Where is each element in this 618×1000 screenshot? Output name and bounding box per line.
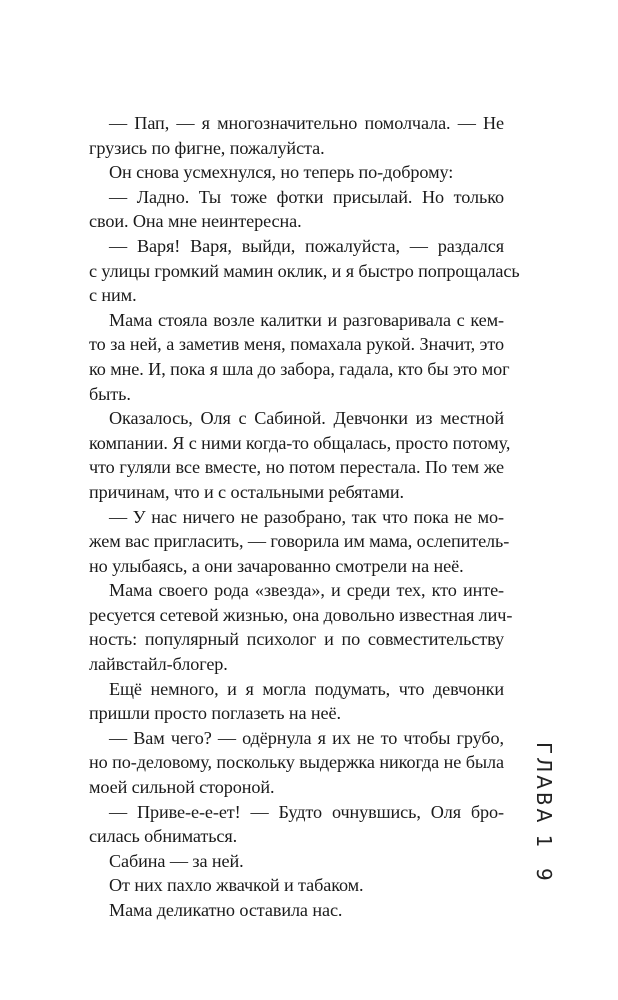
text-line: — У нас ничего не разобрано, так что пока не мо- [109, 506, 504, 527]
text-line: Ещё немного, и я могла подумать, что девчонки [109, 678, 504, 699]
text-line: — Пап, — я многозначительно помолчала. — Не [109, 113, 504, 133]
text-line: ресуется сетевой жизнью, она довольно известная лич- [89, 604, 513, 625]
text-line: ность: популярный психолог и по совместительству [89, 629, 504, 650]
text-line: компании. Я с ними когда-то общалась, просто потому, [89, 432, 511, 453]
text-line: что гуляли все вместе, но потом перестала. По тем же [89, 457, 504, 478]
text-line: грузись по фигне, пожалуйста. [89, 137, 325, 158]
page-body [89, 111, 520, 923]
page-number: 9 [532, 868, 556, 881]
text-line: ко мне. И, пока я шла до забора, гадала, кто бы это мог [89, 358, 510, 379]
text-line: лайвстайл-блогер. [89, 654, 228, 675]
text-line: с ним. [89, 285, 137, 306]
text-line: Мама деликатно оставила нас. [109, 900, 343, 920]
text-line: Мама своего рода «звезда», и среди тех, кто инте- [109, 580, 504, 601]
text-line: — Вам чего? — одёрнула я их не то чтобы грубо, [109, 727, 504, 748]
text-line: От них пахло жвачкой и табаком. [109, 875, 364, 896]
text-line: пришли просто поглазеть на неё. [89, 703, 341, 724]
text-line: Он снова усмехнулся, но теперь по-доброму: [109, 162, 454, 183]
text-line: Сабина — за ней. [109, 850, 244, 871]
text-line: причинам, что и с остальными ребятами. [89, 481, 404, 502]
text-line: — Приве-е-е-ет! — Будто очнувшись, Оля бро- [109, 801, 504, 822]
text-line: но по-деловому, поскольку выдержка никогда не была [89, 752, 504, 773]
text-line: жем вас пригласить, — говорила им мама, ослепитель- [89, 531, 510, 552]
text-line: Мама стояла возле калитки и разговаривала с кем- [109, 309, 504, 330]
text-line: свои. Она мне неинтересна. [89, 211, 302, 232]
running-head-chapter: ГЛАВА 1 [532, 742, 556, 851]
text-line: но улыбаясь, а они зачарованно смотрели на неё. [89, 555, 464, 576]
text-line: быть. [89, 383, 131, 404]
text-line: моей сильной стороной. [89, 777, 275, 798]
text-line: — Ладно. Ты тоже фотки присылай. Но только [109, 186, 504, 207]
text-line: — Варя! Варя, выйди, пожалуйста, — раздался [109, 235, 504, 256]
text-line: с улицы громкий мамин оклик, и я быстро попрощалась [89, 260, 520, 281]
text-line: силась обниматься. [89, 826, 238, 847]
text-line: то за ней, а заметив меня, помахала рукой. Значит, это [89, 334, 504, 355]
text-line: Оказалось, Оля с Сабиной. Девчонки из местной [109, 408, 504, 429]
